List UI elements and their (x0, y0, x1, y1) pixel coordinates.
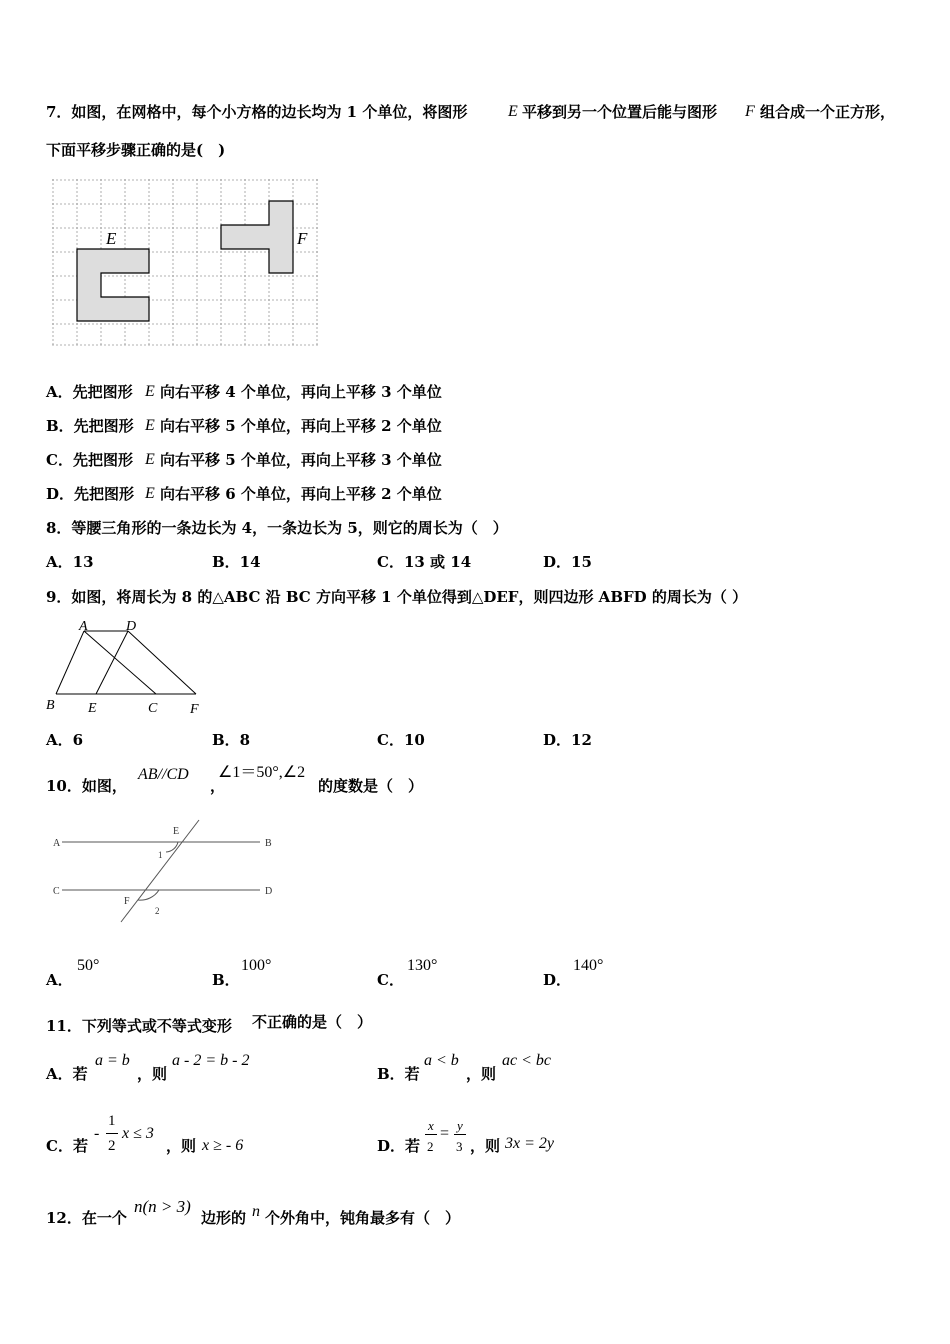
q7-stem-part-d: 下面平移步骤正确的是( ) (46, 141, 226, 159)
q10-angle-2-label: 2 (155, 906, 160, 916)
q11-d-bar1 (425, 1134, 437, 1135)
q11-d-num2: y (457, 1118, 463, 1133)
q10-condition-angle: ∠1＝50°,∠2 (218, 764, 306, 781)
q10-option-d-value: 140° (573, 957, 604, 974)
q11-b-label: B．若 (377, 1065, 420, 1083)
q12-expression: n(n > 3) (134, 1197, 191, 1216)
q8-option-c: C．13 或 14 (377, 553, 472, 571)
q11-b-condition: a < b (424, 1052, 459, 1069)
q10-label-f: F (124, 896, 130, 907)
q11-d-num1: x (428, 1118, 434, 1133)
q10-option-c-letter: C． (377, 971, 404, 989)
q10-condition-parallel: AB//CD (138, 766, 189, 783)
q7-option-d-lead: D．先把图形 (46, 485, 135, 503)
q12-n: n (252, 1203, 260, 1220)
q11-a-result: a - 2 = b - 2 (172, 1052, 250, 1069)
q11-c-minus: - (94, 1125, 100, 1142)
q11-stem-emphasis: 不正确的是（ ） (252, 1013, 373, 1031)
q7-option-b-rest: 向右平移 5 个单位，再向上平移 2 个单位 (160, 417, 442, 435)
q10-comma: ， (210, 777, 226, 795)
q11-d-result: 3x = 2y (505, 1135, 554, 1152)
q9-label-c: C (148, 701, 158, 716)
q10-label-a: A (53, 838, 61, 849)
q11-c-fraction-bar (106, 1133, 118, 1134)
q10-option-c-value: 130° (407, 957, 438, 974)
q9-option-b: B．8 (212, 731, 251, 749)
q8-option-b: B．14 (212, 553, 261, 571)
q7-figure-e-label: E (508, 103, 518, 120)
q11-a-condition: a = b (95, 1052, 130, 1069)
q9-label-f: F (190, 702, 199, 717)
grid-label-f: F (297, 229, 308, 248)
q11-c-condition: x ≤ 3 (122, 1125, 154, 1142)
q7-option-c-e: E (145, 451, 155, 468)
q7-option-a-rest: 向右平移 4 个单位，再向上平移 3 个单位 (160, 383, 442, 401)
q7-option-d-rest: 向右平移 6 个单位，再向上平移 2 个单位 (160, 485, 442, 503)
q11-d-label: D．若 (377, 1137, 421, 1155)
q11-d-den1: 2 (427, 1139, 434, 1154)
q7-option-c-lead: C．先把图形 (46, 451, 133, 469)
q12-mid: 边形的 (201, 1209, 247, 1227)
q11-d-den2: 3 (456, 1139, 463, 1154)
grid-label-e: E (106, 229, 117, 248)
q10-parallel-lines-figure (48, 815, 288, 927)
q7-option-b-e: E (145, 417, 155, 434)
q7-figure-f-label: F (745, 103, 755, 120)
q11-d-equals: = (440, 1125, 450, 1142)
q11-b-then: ，则 (466, 1065, 497, 1083)
q10-option-a-value: 50° (77, 957, 100, 974)
q10-prefix: 10．如图， (46, 777, 127, 795)
q7-stem-part-b: 平移到另一个位置后能与图形 (522, 103, 718, 121)
q11-a-label: A．若 (46, 1065, 88, 1083)
q10-option-b-letter: B． (212, 971, 240, 989)
q10-label-e: E (173, 826, 180, 837)
q11-d-bar2 (454, 1134, 466, 1135)
q10-option-d-letter: D． (543, 971, 572, 989)
q11-c-denominator: 2 (108, 1138, 116, 1154)
q9-label-e: E (88, 701, 97, 716)
q7-grid-figure (50, 177, 322, 349)
q11-b-result: ac < bc (502, 1052, 551, 1069)
q7-stem-part-a: 7．如图，在网格中，每个小方格的边长均为 1 个单位，将图形 (46, 103, 468, 121)
q7-option-d-e: E (145, 485, 155, 502)
q10-label-d: D (265, 886, 273, 897)
q11-c-numerator: 1 (108, 1113, 116, 1129)
shape-e (77, 249, 149, 321)
q11-d-then: ，则 (470, 1137, 501, 1155)
q10-angle-1-label: 1 (158, 850, 163, 860)
q12-prefix: 12．在一个 (46, 1209, 127, 1227)
q11-c-then: ，则 (166, 1137, 197, 1155)
q10-label-b: B (265, 838, 272, 849)
q10-option-b-value: 100° (241, 957, 272, 974)
shape-f (221, 201, 293, 273)
q7-stem-part-c: 组合成一个正方形， (760, 103, 896, 121)
q10-label-c: C (53, 886, 60, 897)
q11-stem: 11．下列等式或不等式变形 (46, 1017, 232, 1035)
q9-option-c: C．10 (377, 731, 425, 749)
q9-stem: 9．如图，将周长为 8 的△ABC 沿 BC 方向平移 1 个单位得到△DEF，则四边形 ABFD 的周长为（ ） (46, 588, 748, 606)
q9-translation-figure (44, 616, 214, 720)
q9-label-b: B (46, 698, 55, 713)
q8-option-a: A．13 (46, 553, 94, 571)
q11-c-label: C．若 (46, 1137, 88, 1155)
q9-label-a: A (79, 619, 88, 634)
q9-label-d: D (126, 619, 137, 634)
q10-option-a-letter: A． (46, 971, 73, 989)
q9-option-d: D．12 (543, 731, 592, 749)
q12-suffix: 个外角中，钝角最多有（ ） (265, 1209, 461, 1227)
q11-a-then: ，则 (137, 1065, 168, 1083)
q10-suffix: 的度数是（ ） (318, 777, 424, 795)
q7-option-c-rest: 向右平移 5 个单位，再向上平移 3 个单位 (160, 451, 442, 469)
q7-option-a-lead: A．先把图形 (46, 383, 133, 401)
q7-option-b-lead: B．先把图形 (46, 417, 134, 435)
q8-option-d: D．15 (543, 553, 592, 571)
q7-option-a-e: E (145, 383, 155, 400)
q11-c-result: x ≥ - 6 (202, 1137, 244, 1154)
q8-stem: 8．等腰三角形的一条边长为 4，一条边长为 5，则它的周长为（ ） (46, 519, 508, 537)
q9-option-a: A．6 (46, 731, 84, 749)
